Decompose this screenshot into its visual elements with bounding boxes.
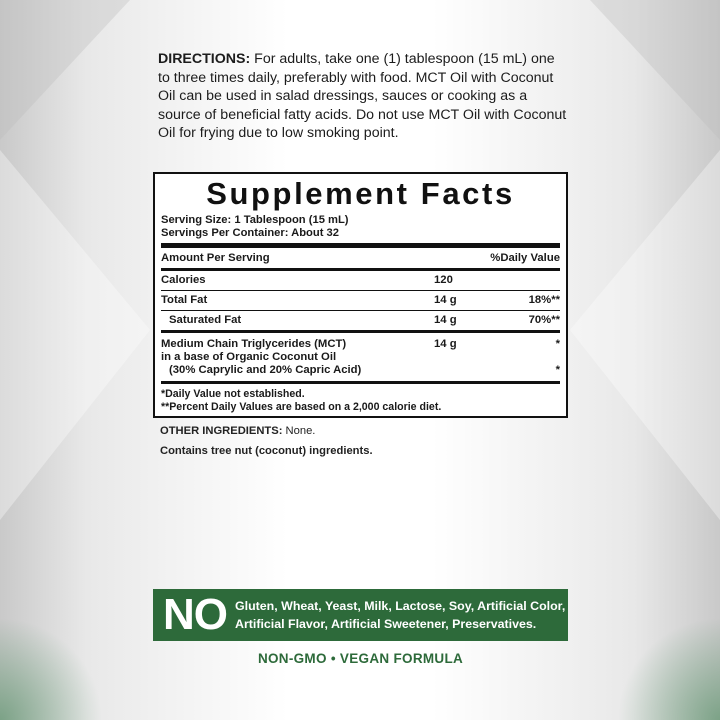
divider-medium [161, 381, 560, 384]
servings-per-container: Servings Per Container: About 32 [161, 227, 339, 239]
facts-title: Supplement Facts [206, 176, 515, 211]
free-from-banner [153, 589, 568, 641]
directions-heading: DIRECTIONS: [158, 51, 251, 67]
other-ingredients-label: OTHER INGREDIENTS: [160, 425, 283, 437]
footnote-percent: **Percent Daily Values are based on a 2,000 calorie diet. [161, 401, 442, 413]
header-row [161, 248, 560, 268]
nutrient-amount: 120 [434, 274, 453, 286]
mct-dv: * [555, 338, 560, 350]
header-amount: Amount Per Serving [161, 252, 270, 264]
green-corner-right [600, 600, 720, 720]
other-ingredients-value: None. [282, 425, 316, 437]
nutrient-dv: 18%** [528, 294, 560, 306]
facts-row-saturated-fat [161, 311, 560, 330]
mct-amount: 14 g [434, 338, 457, 350]
mct-line3: (30% Caprylic and 20% Capric Acid) [169, 364, 362, 376]
nutrient-dv [504, 274, 560, 287]
facts-row-mct [161, 333, 560, 351]
nutrient-amount: 14 g [434, 294, 457, 306]
nutrient-amount: 14 g [434, 314, 457, 326]
mct-line1: Medium Chain Triglycerides (MCT) [161, 338, 347, 350]
other-ingredients [160, 425, 315, 437]
green-corner-left [0, 600, 120, 720]
footnote-daily-value: *Daily Value not established. [161, 388, 305, 400]
allergen-statement: Contains tree nut (coconut) ingredients. [160, 445, 373, 457]
supplement-facts-panel [153, 172, 568, 418]
mct-acids-dv: * [555, 364, 560, 376]
directions-text [158, 50, 570, 143]
facts-row-total-fat [161, 291, 560, 310]
nutrient-name: Total Fat [161, 294, 208, 306]
header-dv: %Daily Value [490, 252, 560, 264]
nutrient-name: Calories [161, 274, 206, 286]
facts-row-mct-base [161, 351, 560, 364]
facts-row-mct-acids [161, 364, 560, 381]
directions-body: For adults, take one (1) tablespoon (15 mL) one to three times daily, preferably with food. MCT Oil with Coconut Oil can be used in salad dressings, sauces or cooking as a source of beneficial fatty acids. Do not use MCT Oil with Coconut Oil for frying due to low smoking point. [158, 51, 567, 142]
nutrient-name: Saturated Fat [169, 314, 242, 326]
tagline: NON-GMO • VEGAN FORMULA [257, 651, 464, 666]
no-label: NO [163, 590, 227, 639]
free-from-line2: Artificial Flavor, Artificial Sweetener, Preservatives. [235, 617, 537, 631]
serving-size: Serving Size: 1 Tablespoon (15 mL) [161, 214, 349, 226]
nutrient-dv: 70%** [528, 314, 560, 326]
facts-row-calories [161, 271, 560, 290]
free-from-line1: Gluten, Wheat, Yeast, Milk, Lactose, Soy, Artificial Color, [235, 599, 566, 613]
mct-line2: in a base of Organic Coconut Oil [161, 351, 337, 363]
free-from-list [235, 597, 565, 633]
